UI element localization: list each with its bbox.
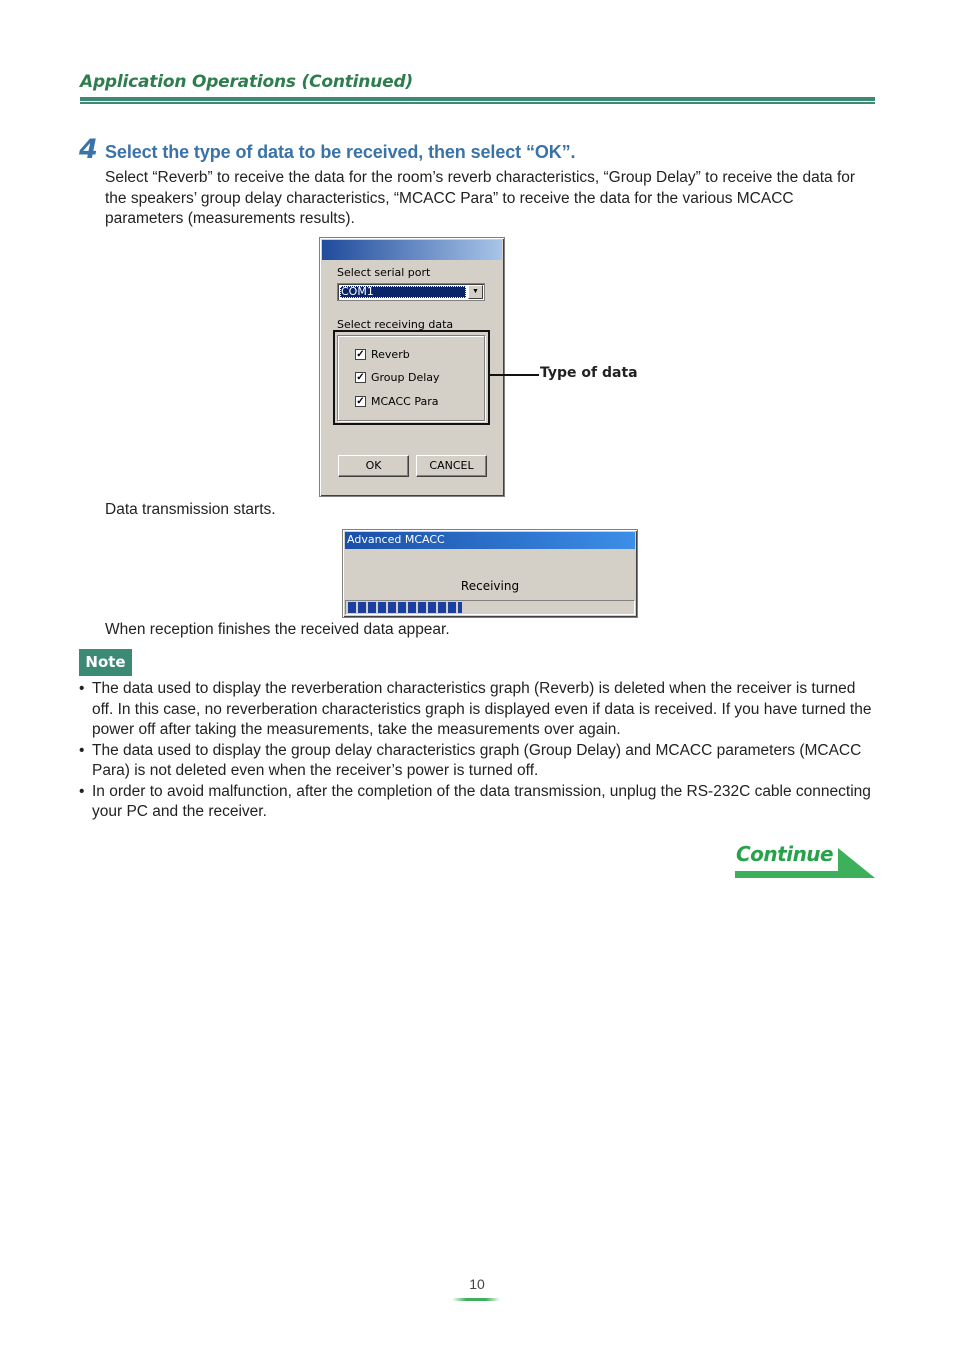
- checkbox-reverb[interactable]: [355, 346, 410, 360]
- checkmark-icon[interactable]: ✓: [356, 349, 365, 361]
- header-divider: [80, 97, 875, 101]
- header-divider-thin: [80, 102, 875, 104]
- checkmark-icon[interactable]: ✓: [356, 396, 365, 408]
- checkbox-group-delay[interactable]: [355, 369, 440, 383]
- checkmark-icon[interactable]: ✓: [356, 372, 365, 384]
- list-item: • In order to avoid malfunction, after the completion of the data transmission, unplug the RS-232C cable connecting your PC and the receiver.: [79, 782, 876, 823]
- transmission-text: Data transmission starts.: [105, 501, 276, 518]
- ok-button[interactable]: OK: [338, 455, 409, 477]
- dialog-titlebar: [322, 240, 502, 260]
- dialog-titlebar: [345, 532, 635, 549]
- step-heading: Select the type of data to be received, then select “OK”.: [105, 142, 576, 162]
- note-list: [79, 679, 876, 823]
- continue-label: Continue: [736, 842, 834, 866]
- dialog-title: Advanced MCACC: [347, 533, 445, 546]
- serial-port-value: COM1: [340, 286, 466, 298]
- checkbox-label: Reverb: [371, 348, 410, 362]
- select-data-dialog: [319, 237, 505, 497]
- arrow-right-icon: [838, 848, 875, 878]
- finished-text: When reception finishes the received data appear.: [105, 621, 450, 638]
- receiving-status: Receiving: [460, 579, 520, 593]
- progress-fill: [348, 602, 462, 613]
- page-number-underline: [452, 1298, 500, 1301]
- list-item: • The data used to display the reverberation characteristics graph (Reverb) is deleted when the receiver is turned off. In this case, no reverberation characteristics graph is displayed even if data is received. If you have turned the power off after taking the measurements, take the measurements over again.: [79, 679, 876, 741]
- receiving-dialog: [342, 529, 638, 618]
- checkbox-label: Group Delay: [371, 371, 440, 385]
- checkbox-mcacc-para[interactable]: [355, 393, 439, 407]
- serial-port-select[interactable]: [337, 283, 485, 301]
- callout-line: [489, 374, 539, 376]
- step-number: 4: [79, 134, 98, 165]
- serial-port-label: Select serial port: [337, 266, 431, 279]
- note-badge: Note: [79, 649, 132, 676]
- checkbox-label: MCACC Para: [371, 395, 439, 409]
- receiving-data-label: Select receiving data: [337, 318, 454, 331]
- step-description: Select “Reverb” to receive the data for the room’s reverb characteristics, “Group Delay” to receive the data for the speakers’ group delay characteristics, “MCACC Para” to receive the data for the various MCACC parameters (measurements results).: [105, 169, 856, 227]
- progress-bar: [345, 600, 635, 615]
- continue-bar: [735, 871, 845, 878]
- section-header-title: Application Operations (Continued): [80, 72, 413, 92]
- chevron-down-icon[interactable]: ▼: [468, 285, 483, 299]
- list-item: • The data used to display the group delay characteristics graph (Group Delay) and MCACC parameters (MCACC Para) is not deleted even when the receiver’s power is turned off.: [79, 741, 876, 782]
- cancel-button[interactable]: CANCEL: [416, 455, 487, 477]
- page-number: 10: [469, 1276, 485, 1292]
- callout-label: Type of data: [540, 365, 638, 381]
